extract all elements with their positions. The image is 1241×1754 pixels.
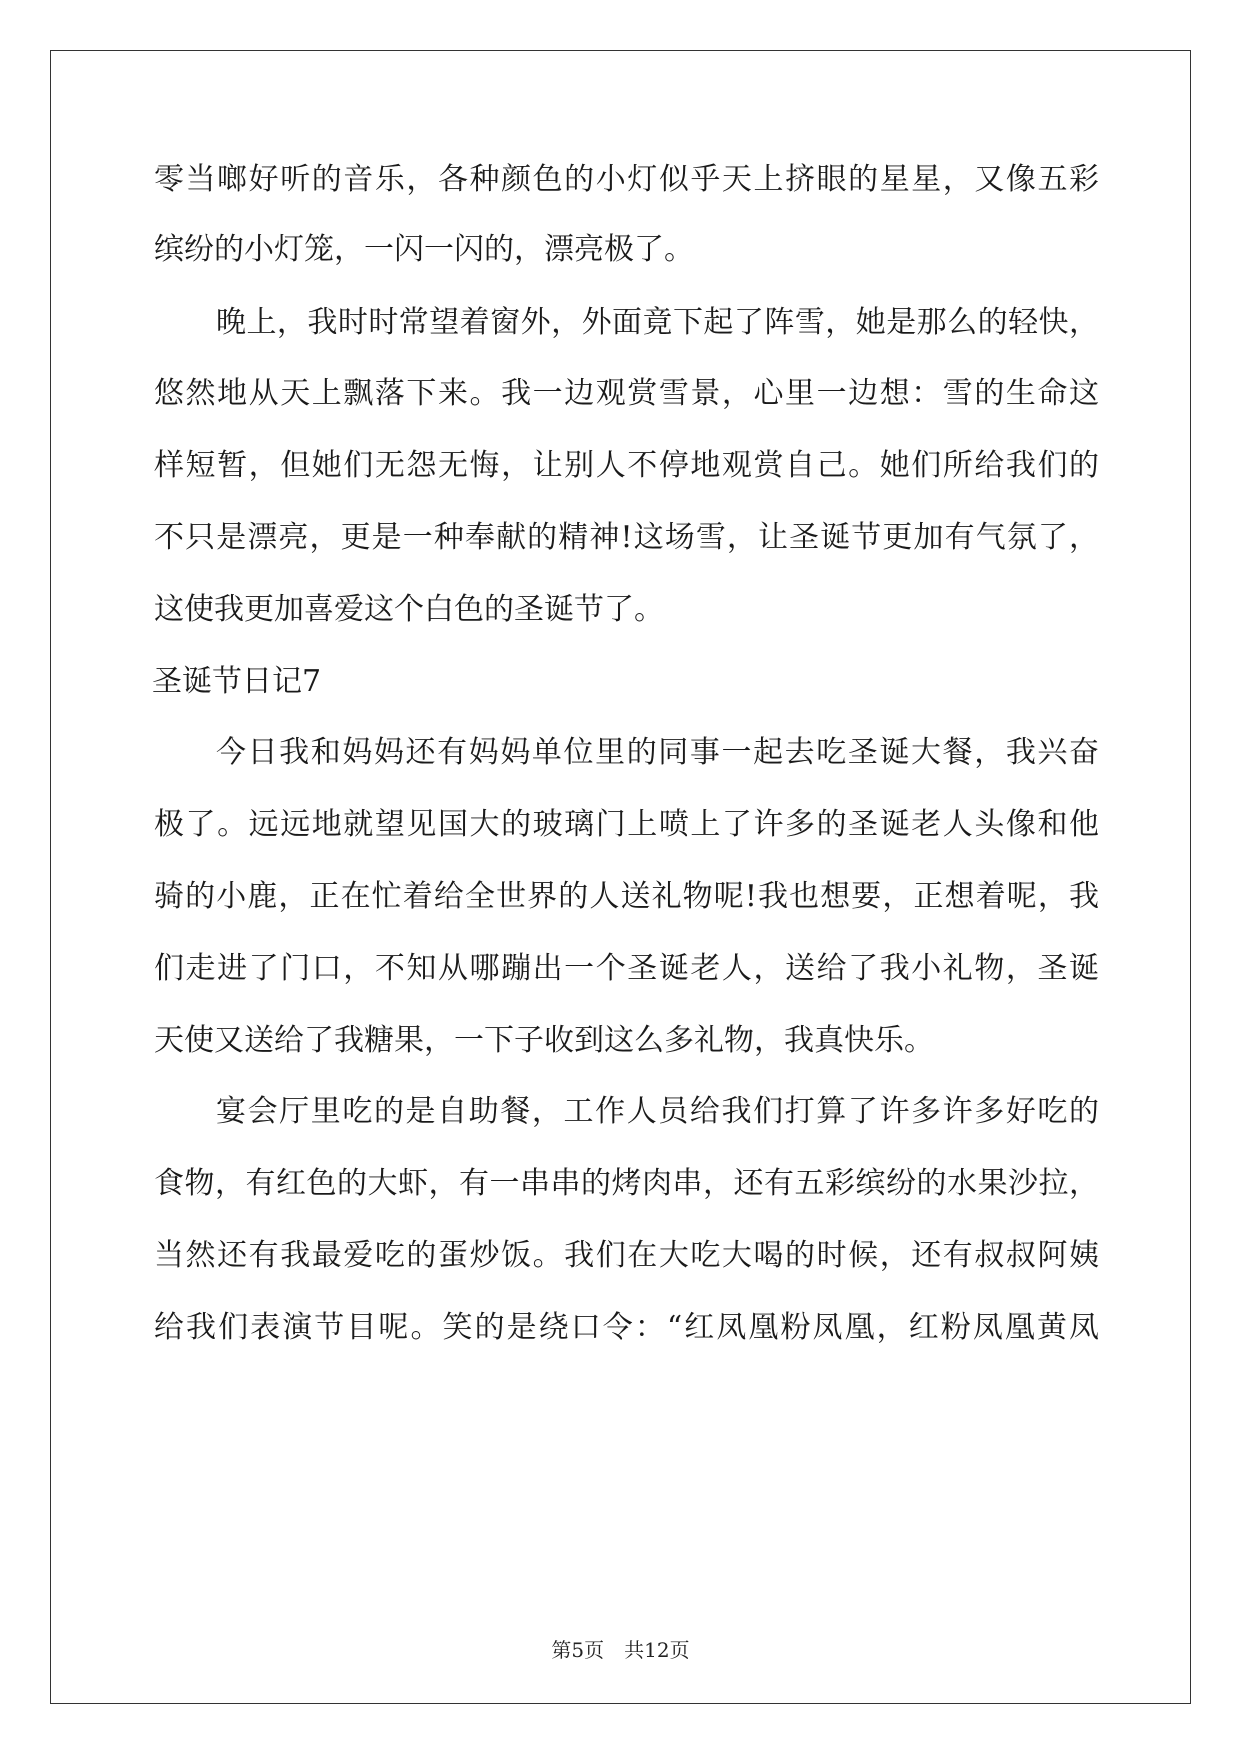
text-line: 骑的小鹿，正在忙着给全世界的人送礼物呢!我也想要，正想着呢，我	[154, 879, 1099, 914]
text-line: 晚上，我时时常望着窗外，外面竟下起了阵雪，她是那么的轻快，	[216, 305, 1099, 340]
text-line: 宴会厅里吃的是自助餐，工作人员给我们打算了许多许多好吃的	[216, 1094, 1099, 1129]
text-line: 零当啷好听的音乐，各种颜色的小灯似乎天上挤眼的星星，又像五彩	[154, 162, 1099, 197]
page-number-footer: 第5页 共12页	[551, 1638, 690, 1662]
text-line: 悠然地从天上飘落下来。我一边观赏雪景，心里一边想：雪的生命这	[154, 376, 1099, 411]
text-line: 不只是漂亮，更是一种奉献的精神!这场雪，让圣诞节更加有气氛了，	[154, 520, 1099, 555]
text-line: 食物，有红色的大虾，有一串串的烤肉串，还有五彩缤纷的水果沙拉，	[154, 1166, 1099, 1201]
text-line: 极了。远远地就望见国大的玻璃门上喷上了许多的圣诞老人头像和他	[154, 807, 1099, 842]
text-line: 天使又送给了我糖果，一下子收到这么多礼物，我真快乐。	[154, 1023, 934, 1058]
text-line: 给我们表演节目呢。笑的是绕口令：“红凤凰粉凤凰，红粉凤凰黄凤	[154, 1310, 1099, 1345]
text-line: 今日我和妈妈还有妈妈单位里的同事一起去吃圣诞大餐，我兴奋	[216, 735, 1099, 770]
text-line: 当然还有我最爱吃的蛋炒饭。我们在大吃大喝的时候，还有叔叔阿姨	[154, 1238, 1099, 1273]
section-heading: 圣诞节日记7	[152, 664, 322, 699]
text-line: 们走进了门口，不知从哪蹦出一个圣诞老人，送给了我小礼物，圣诞	[154, 951, 1099, 986]
text-line: 缤纷的小灯笼，一闪一闪的，漂亮极了。	[154, 232, 694, 267]
text-line: 样短暂，但她们无怨无悔，让别人不停地观赏自己。她们所给我们的	[154, 448, 1099, 483]
text-line: 这使我更加喜爱这个白色的圣诞节了。	[154, 592, 664, 627]
